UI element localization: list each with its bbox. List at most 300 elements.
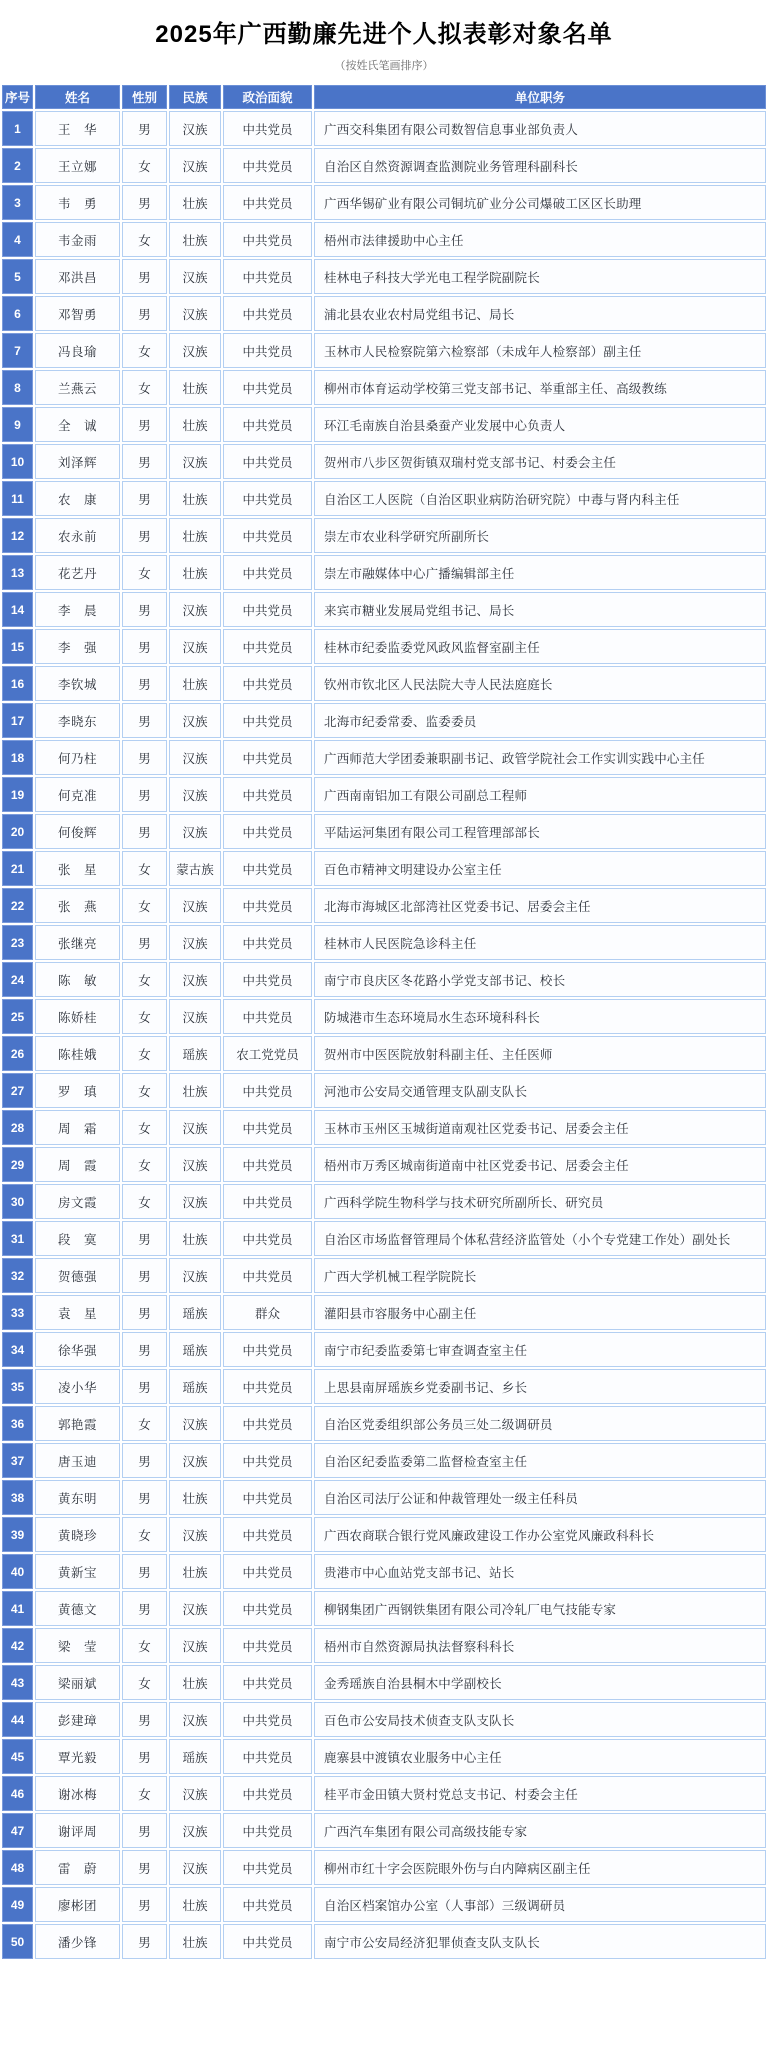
cell-ethnicity: 壮族 <box>169 1924 221 1959</box>
col-header-index: 序号 <box>2 85 33 109</box>
cell-index: 12 <box>2 518 33 553</box>
cell-political-status: 中共党员 <box>223 1110 312 1145</box>
col-header-political-status: 政治面貌 <box>223 85 312 109</box>
cell-ethnicity: 瑶族 <box>169 1295 221 1330</box>
cell-position: 自治区档案馆办公室（人事部）三级调研员 <box>314 1887 766 1922</box>
cell-name: 黄东明 <box>35 1480 120 1515</box>
cell-name: 张 燕 <box>35 888 120 923</box>
cell-ethnicity: 汉族 <box>169 1184 221 1219</box>
cell-ethnicity: 壮族 <box>169 1073 221 1108</box>
cell-ethnicity: 壮族 <box>169 1887 221 1922</box>
cell-position: 广西华锡矿业有限公司铜坑矿业分公司爆破工区区长助理 <box>314 185 766 220</box>
cell-position: 广西师范大学团委兼职副书记、政管学院社会工作实训实践中心主任 <box>314 740 766 775</box>
cell-position: 贺州市八步区贺街镇双瑞村党支部书记、村委会主任 <box>314 444 766 479</box>
cell-index: 30 <box>2 1184 33 1219</box>
cell-gender: 男 <box>122 1702 167 1737</box>
cell-index: 13 <box>2 555 33 590</box>
cell-gender: 男 <box>122 518 167 553</box>
cell-political-status: 中共党员 <box>223 259 312 294</box>
cell-name: 李 晨 <box>35 592 120 627</box>
cell-position: 玉林市人民检察院第六检察部（未成年人检察部）副主任 <box>314 333 766 368</box>
cell-index: 34 <box>2 1332 33 1367</box>
cell-index: 1 <box>2 111 33 146</box>
cell-ethnicity: 瑶族 <box>169 1739 221 1774</box>
cell-position: 金秀瑶族自治县桐木中学副校长 <box>314 1665 766 1700</box>
cell-ethnicity: 壮族 <box>169 1221 221 1256</box>
cell-ethnicity: 汉族 <box>169 1776 221 1811</box>
table-row <box>2 1369 766 1404</box>
cell-political-status: 中共党员 <box>223 740 312 775</box>
table-row <box>2 1887 766 1922</box>
table-body <box>2 111 766 1959</box>
cell-political-status: 中共党员 <box>223 1406 312 1441</box>
cell-name: 全 诚 <box>35 407 120 442</box>
cell-gender: 女 <box>122 1073 167 1108</box>
cell-name: 邓智勇 <box>35 296 120 331</box>
cell-political-status: 中共党员 <box>223 851 312 886</box>
table-row <box>2 1517 766 1552</box>
cell-name: 王 华 <box>35 111 120 146</box>
cell-ethnicity: 汉族 <box>169 333 221 368</box>
cell-index: 11 <box>2 481 33 516</box>
col-header-position: 单位职务 <box>314 85 766 109</box>
cell-index: 7 <box>2 333 33 368</box>
cell-position: 广西交科集团有限公司数智信息事业部负责人 <box>314 111 766 146</box>
cell-name: 何克准 <box>35 777 120 812</box>
cell-ethnicity: 汉族 <box>169 1850 221 1885</box>
table-row <box>2 1332 766 1367</box>
cell-position: 柳州市体育运动学校第三党支部书记、举重部主任、高级教练 <box>314 370 766 405</box>
cell-index: 35 <box>2 1369 33 1404</box>
cell-ethnicity: 壮族 <box>169 185 221 220</box>
cell-name: 周 霞 <box>35 1147 120 1182</box>
cell-ethnicity: 壮族 <box>169 518 221 553</box>
cell-ethnicity: 壮族 <box>169 370 221 405</box>
cell-index: 31 <box>2 1221 33 1256</box>
table-row <box>2 407 766 442</box>
cell-position: 河池市公安局交通管理支队副支队长 <box>314 1073 766 1108</box>
cell-political-status: 中共党员 <box>223 1776 312 1811</box>
cell-name: 何俊辉 <box>35 814 120 849</box>
cell-political-status: 中共党员 <box>223 1184 312 1219</box>
table-row <box>2 999 766 1034</box>
cell-position: 自治区司法厅公证和仲裁管理处一级主任科员 <box>314 1480 766 1515</box>
cell-position: 桂平市金田镇大贤村党总支书记、村委会主任 <box>314 1776 766 1811</box>
cell-ethnicity: 汉族 <box>169 1813 221 1848</box>
cell-gender: 女 <box>122 999 167 1034</box>
cell-name: 陈 敏 <box>35 962 120 997</box>
cell-position: 钦州市钦北区人民法院大寺人民法庭庭长 <box>314 666 766 701</box>
cell-gender: 女 <box>122 1184 167 1219</box>
cell-position: 桂林电子科技大学光电工程学院副院长 <box>314 259 766 294</box>
cell-gender: 女 <box>122 222 167 257</box>
cell-ethnicity: 汉族 <box>169 999 221 1034</box>
cell-ethnicity: 汉族 <box>169 814 221 849</box>
table-row <box>2 703 766 738</box>
cell-name: 袁 星 <box>35 1295 120 1330</box>
cell-political-status: 中共党员 <box>223 148 312 183</box>
cell-name: 邓洪昌 <box>35 259 120 294</box>
cell-ethnicity: 壮族 <box>169 407 221 442</box>
cell-ethnicity: 壮族 <box>169 481 221 516</box>
roster-table <box>0 83 768 1961</box>
table-row <box>2 259 766 294</box>
cell-index: 39 <box>2 1517 33 1552</box>
cell-position: 自治区工人医院（自治区职业病防治研究院）中毒与肾内科主任 <box>314 481 766 516</box>
cell-index: 26 <box>2 1036 33 1071</box>
cell-index: 24 <box>2 962 33 997</box>
cell-political-status: 中共党员 <box>223 1073 312 1108</box>
cell-gender: 男 <box>122 1332 167 1367</box>
table-row <box>2 333 766 368</box>
cell-index: 16 <box>2 666 33 701</box>
table-row <box>2 888 766 923</box>
cell-ethnicity: 蒙古族 <box>169 851 221 886</box>
cell-ethnicity: 汉族 <box>169 1702 221 1737</box>
table-row <box>2 1110 766 1145</box>
cell-index: 8 <box>2 370 33 405</box>
cell-political-status: 中共党员 <box>223 888 312 923</box>
table-row <box>2 148 766 183</box>
cell-political-status: 中共党员 <box>223 481 312 516</box>
cell-ethnicity: 壮族 <box>169 222 221 257</box>
cell-political-status: 中共党员 <box>223 1887 312 1922</box>
cell-gender: 男 <box>122 1591 167 1626</box>
cell-gender: 男 <box>122 1480 167 1515</box>
cell-position: 桂林市纪委监委党风政风监督室副主任 <box>314 629 766 664</box>
cell-position: 环江毛南族自治县桑蚕产业发展中心负责人 <box>314 407 766 442</box>
cell-name: 谢评周 <box>35 1813 120 1848</box>
cell-gender: 男 <box>122 740 167 775</box>
cell-position: 贺州市中医医院放射科副主任、主任医师 <box>314 1036 766 1071</box>
cell-political-status: 农工党党员 <box>223 1036 312 1071</box>
cell-political-status: 中共党员 <box>223 1517 312 1552</box>
cell-ethnicity: 汉族 <box>169 703 221 738</box>
col-header-gender: 性别 <box>122 85 167 109</box>
cell-name: 唐玉迪 <box>35 1443 120 1478</box>
cell-ethnicity: 汉族 <box>169 1147 221 1182</box>
cell-ethnicity: 汉族 <box>169 592 221 627</box>
cell-gender: 女 <box>122 370 167 405</box>
cell-position: 百色市公安局技术侦查支队支队长 <box>314 1702 766 1737</box>
cell-name: 冯良瑜 <box>35 333 120 368</box>
cell-name: 潘少锋 <box>35 1924 120 1959</box>
cell-name: 韦金雨 <box>35 222 120 257</box>
cell-index: 40 <box>2 1554 33 1589</box>
cell-ethnicity: 汉族 <box>169 962 221 997</box>
table-row <box>2 1073 766 1108</box>
cell-name: 谢冰梅 <box>35 1776 120 1811</box>
table-row <box>2 962 766 997</box>
cell-index: 49 <box>2 1887 33 1922</box>
cell-index: 15 <box>2 629 33 664</box>
table-row <box>2 1739 766 1774</box>
cell-position: 自治区自然资源调查监测院业务管理科副科长 <box>314 148 766 183</box>
cell-ethnicity: 汉族 <box>169 925 221 960</box>
cell-political-status: 中共党员 <box>223 1258 312 1293</box>
cell-gender: 女 <box>122 333 167 368</box>
cell-position: 广西汽车集团有限公司高级技能专家 <box>314 1813 766 1848</box>
cell-position: 崇左市农业科学研究所副所长 <box>314 518 766 553</box>
header-row <box>2 85 766 109</box>
cell-gender: 女 <box>122 1406 167 1441</box>
cell-index: 37 <box>2 1443 33 1478</box>
cell-index: 10 <box>2 444 33 479</box>
table-row <box>2 1443 766 1478</box>
cell-gender: 男 <box>122 1813 167 1848</box>
table-row <box>2 185 766 220</box>
cell-position: 北海市纪委常委、监委委员 <box>314 703 766 738</box>
cell-ethnicity: 壮族 <box>169 1554 221 1589</box>
cell-index: 44 <box>2 1702 33 1737</box>
cell-political-status: 群众 <box>223 1295 312 1330</box>
cell-gender: 男 <box>122 1887 167 1922</box>
cell-position: 百色市精神文明建设办公室主任 <box>314 851 766 886</box>
cell-political-status: 中共党员 <box>223 370 312 405</box>
cell-position: 南宁市公安局经济犯罪侦查支队支队长 <box>314 1924 766 1959</box>
cell-position: 广西大学机械工程学院院长 <box>314 1258 766 1293</box>
cell-index: 14 <box>2 592 33 627</box>
cell-ethnicity: 汉族 <box>169 629 221 664</box>
cell-political-status: 中共党员 <box>223 1332 312 1367</box>
cell-gender: 男 <box>122 111 167 146</box>
table-row <box>2 1480 766 1515</box>
cell-gender: 男 <box>122 1369 167 1404</box>
cell-gender: 女 <box>122 148 167 183</box>
cell-gender: 男 <box>122 1739 167 1774</box>
cell-ethnicity: 壮族 <box>169 1480 221 1515</box>
cell-ethnicity: 汉族 <box>169 1258 221 1293</box>
cell-ethnicity: 壮族 <box>169 555 221 590</box>
cell-political-status: 中共党员 <box>223 814 312 849</box>
table-row <box>2 814 766 849</box>
cell-gender: 男 <box>122 925 167 960</box>
cell-political-status: 中共党员 <box>223 962 312 997</box>
cell-name: 何乃柱 <box>35 740 120 775</box>
cell-position: 灌阳县市容服务中心副主任 <box>314 1295 766 1330</box>
cell-gender: 女 <box>122 851 167 886</box>
cell-position: 北海市海城区北部湾社区党委书记、居委会主任 <box>314 888 766 923</box>
cell-name: 陈桂娥 <box>35 1036 120 1071</box>
cell-gender: 男 <box>122 444 167 479</box>
col-header-name: 姓名 <box>35 85 120 109</box>
cell-position: 自治区党委组织部公务员三处二级调研员 <box>314 1406 766 1441</box>
cell-political-status: 中共党员 <box>223 925 312 960</box>
cell-gender: 男 <box>122 814 167 849</box>
cell-index: 32 <box>2 1258 33 1293</box>
cell-gender: 男 <box>122 259 167 294</box>
cell-ethnicity: 汉族 <box>169 1628 221 1663</box>
cell-name: 李钦城 <box>35 666 120 701</box>
cell-gender: 女 <box>122 888 167 923</box>
cell-political-status: 中共党员 <box>223 1591 312 1626</box>
cell-name: 雷 蔚 <box>35 1850 120 1885</box>
cell-index: 50 <box>2 1924 33 1959</box>
table-row <box>2 1258 766 1293</box>
cell-name: 张 星 <box>35 851 120 886</box>
cell-position: 广西农商联合银行党风廉政建设工作办公室党风廉政科科长 <box>314 1517 766 1552</box>
cell-position: 防城港市生态环境局水生态环境科科长 <box>314 999 766 1034</box>
cell-name: 罗 瑱 <box>35 1073 120 1108</box>
cell-political-status: 中共党员 <box>223 1813 312 1848</box>
cell-index: 6 <box>2 296 33 331</box>
cell-political-status: 中共党员 <box>223 185 312 220</box>
cell-political-status: 中共党员 <box>223 1739 312 1774</box>
cell-name: 段 寞 <box>35 1221 120 1256</box>
cell-name: 彭建璋 <box>35 1702 120 1737</box>
cell-ethnicity: 壮族 <box>169 666 221 701</box>
cell-index: 17 <box>2 703 33 738</box>
cell-name: 李 强 <box>35 629 120 664</box>
table-row <box>2 370 766 405</box>
table-row <box>2 1221 766 1256</box>
cell-index: 18 <box>2 740 33 775</box>
cell-political-status: 中共党员 <box>223 703 312 738</box>
table-row <box>2 629 766 664</box>
cell-name: 郭艳霞 <box>35 1406 120 1441</box>
cell-position: 鹿寨县中渡镇农业服务中心主任 <box>314 1739 766 1774</box>
cell-political-status: 中共党员 <box>223 592 312 627</box>
cell-name: 农 康 <box>35 481 120 516</box>
cell-name: 刘泽辉 <box>35 444 120 479</box>
cell-ethnicity: 汉族 <box>169 777 221 812</box>
cell-political-status: 中共党员 <box>223 1554 312 1589</box>
page-title: 2025年广西勤廉先进个人拟表彰对象名单 <box>155 21 613 48</box>
table-row <box>2 592 766 627</box>
cell-name: 梁丽斌 <box>35 1665 120 1700</box>
cell-gender: 男 <box>122 1258 167 1293</box>
table-row <box>2 666 766 701</box>
col-header-ethnicity: 民族 <box>169 85 221 109</box>
cell-index: 43 <box>2 1665 33 1700</box>
table-row <box>2 1665 766 1700</box>
cell-ethnicity: 汉族 <box>169 259 221 294</box>
cell-political-status: 中共党员 <box>223 1665 312 1700</box>
cell-ethnicity: 汉族 <box>169 296 221 331</box>
cell-name: 王立娜 <box>35 148 120 183</box>
cell-position: 自治区纪委监委第二监督检查室主任 <box>314 1443 766 1478</box>
cell-name: 贺德强 <box>35 1258 120 1293</box>
cell-index: 33 <box>2 1295 33 1330</box>
cell-ethnicity: 汉族 <box>169 888 221 923</box>
cell-position: 梧州市万秀区城南街道南中社区党委书记、居委会主任 <box>314 1147 766 1182</box>
cell-name: 李晓东 <box>35 703 120 738</box>
cell-name: 黄晓珍 <box>35 1517 120 1552</box>
cell-position: 贵港市中心血站党支部书记、站长 <box>314 1554 766 1589</box>
cell-position: 南宁市纪委监委第七审查调查室主任 <box>314 1332 766 1367</box>
cell-name: 廖彬团 <box>35 1887 120 1922</box>
cell-political-status: 中共党员 <box>223 444 312 479</box>
cell-position: 玉林市玉州区玉城街道南观社区党委书记、居委会主任 <box>314 1110 766 1145</box>
cell-index: 22 <box>2 888 33 923</box>
cell-political-status: 中共党员 <box>223 1221 312 1256</box>
cell-ethnicity: 瑶族 <box>169 1369 221 1404</box>
cell-political-status: 中共党员 <box>223 1628 312 1663</box>
cell-index: 27 <box>2 1073 33 1108</box>
table-row <box>2 1776 766 1811</box>
cell-gender: 女 <box>122 1776 167 1811</box>
cell-name: 农永前 <box>35 518 120 553</box>
cell-name: 房文霞 <box>35 1184 120 1219</box>
cell-political-status: 中共党员 <box>223 1702 312 1737</box>
cell-name: 徐华强 <box>35 1332 120 1367</box>
cell-position: 柳钢集团广西钢铁集团有限公司冷轧厂电气技能专家 <box>314 1591 766 1626</box>
cell-index: 42 <box>2 1628 33 1663</box>
cell-gender: 男 <box>122 1850 167 1885</box>
cell-position: 梧州市法律援助中心主任 <box>314 222 766 257</box>
cell-position: 桂林市人民医院急诊科主任 <box>314 925 766 960</box>
cell-political-status: 中共党员 <box>223 1147 312 1182</box>
cell-political-status: 中共党员 <box>223 1480 312 1515</box>
cell-political-status: 中共党员 <box>223 407 312 442</box>
table-row <box>2 740 766 775</box>
cell-ethnicity: 瑶族 <box>169 1332 221 1367</box>
table-row <box>2 1295 766 1330</box>
cell-index: 45 <box>2 1739 33 1774</box>
cell-index: 19 <box>2 777 33 812</box>
cell-ethnicity: 汉族 <box>169 1517 221 1552</box>
cell-ethnicity: 汉族 <box>169 1110 221 1145</box>
cell-gender: 女 <box>122 962 167 997</box>
cell-political-status: 中共党员 <box>223 999 312 1034</box>
table-row <box>2 1850 766 1885</box>
cell-gender: 女 <box>122 1517 167 1552</box>
cell-index: 48 <box>2 1850 33 1885</box>
cell-ethnicity: 汉族 <box>169 148 221 183</box>
cell-name: 梁 莹 <box>35 1628 120 1663</box>
cell-position: 浦北县农业农村局党组书记、局长 <box>314 296 766 331</box>
cell-ethnicity: 壮族 <box>169 1665 221 1700</box>
table-row <box>2 1184 766 1219</box>
cell-name: 黄新宝 <box>35 1554 120 1589</box>
cell-name: 周 霜 <box>35 1110 120 1145</box>
cell-political-status: 中共党员 <box>223 629 312 664</box>
cell-gender: 男 <box>122 1554 167 1589</box>
cell-ethnicity: 汉族 <box>169 444 221 479</box>
cell-political-status: 中共党员 <box>223 111 312 146</box>
cell-gender: 男 <box>122 629 167 664</box>
table-row <box>2 777 766 812</box>
cell-position: 上思县南屏瑶族乡党委副书记、乡长 <box>314 1369 766 1404</box>
cell-name: 黄德文 <box>35 1591 120 1626</box>
cell-position: 柳州市红十字会医院眼外伤与白内障病区副主任 <box>314 1850 766 1885</box>
cell-gender: 女 <box>122 1036 167 1071</box>
table-row <box>2 925 766 960</box>
cell-index: 38 <box>2 1480 33 1515</box>
cell-position: 来宾市糖业发展局党组书记、局长 <box>314 592 766 627</box>
table-row <box>2 1554 766 1589</box>
cell-index: 4 <box>2 222 33 257</box>
cell-position: 梧州市自然资源局执法督察科科长 <box>314 1628 766 1663</box>
table-row <box>2 1924 766 1959</box>
cell-name: 韦 勇 <box>35 185 120 220</box>
cell-gender: 男 <box>122 666 167 701</box>
cell-position: 平陆运河集团有限公司工程管理部部长 <box>314 814 766 849</box>
cell-index: 29 <box>2 1147 33 1182</box>
cell-gender: 男 <box>122 407 167 442</box>
cell-index: 21 <box>2 851 33 886</box>
table-header <box>2 85 766 109</box>
cell-gender: 男 <box>122 1924 167 1959</box>
cell-gender: 男 <box>122 185 167 220</box>
cell-position: 广西南南铝加工有限公司副总工程师 <box>314 777 766 812</box>
cell-gender: 女 <box>122 555 167 590</box>
cell-index: 20 <box>2 814 33 849</box>
cell-position: 自治区市场监督管理局个体私营经济监管处（小个专党建工作处）副处长 <box>314 1221 766 1256</box>
table-row <box>2 1702 766 1737</box>
cell-index: 25 <box>2 999 33 1034</box>
cell-index: 5 <box>2 259 33 294</box>
